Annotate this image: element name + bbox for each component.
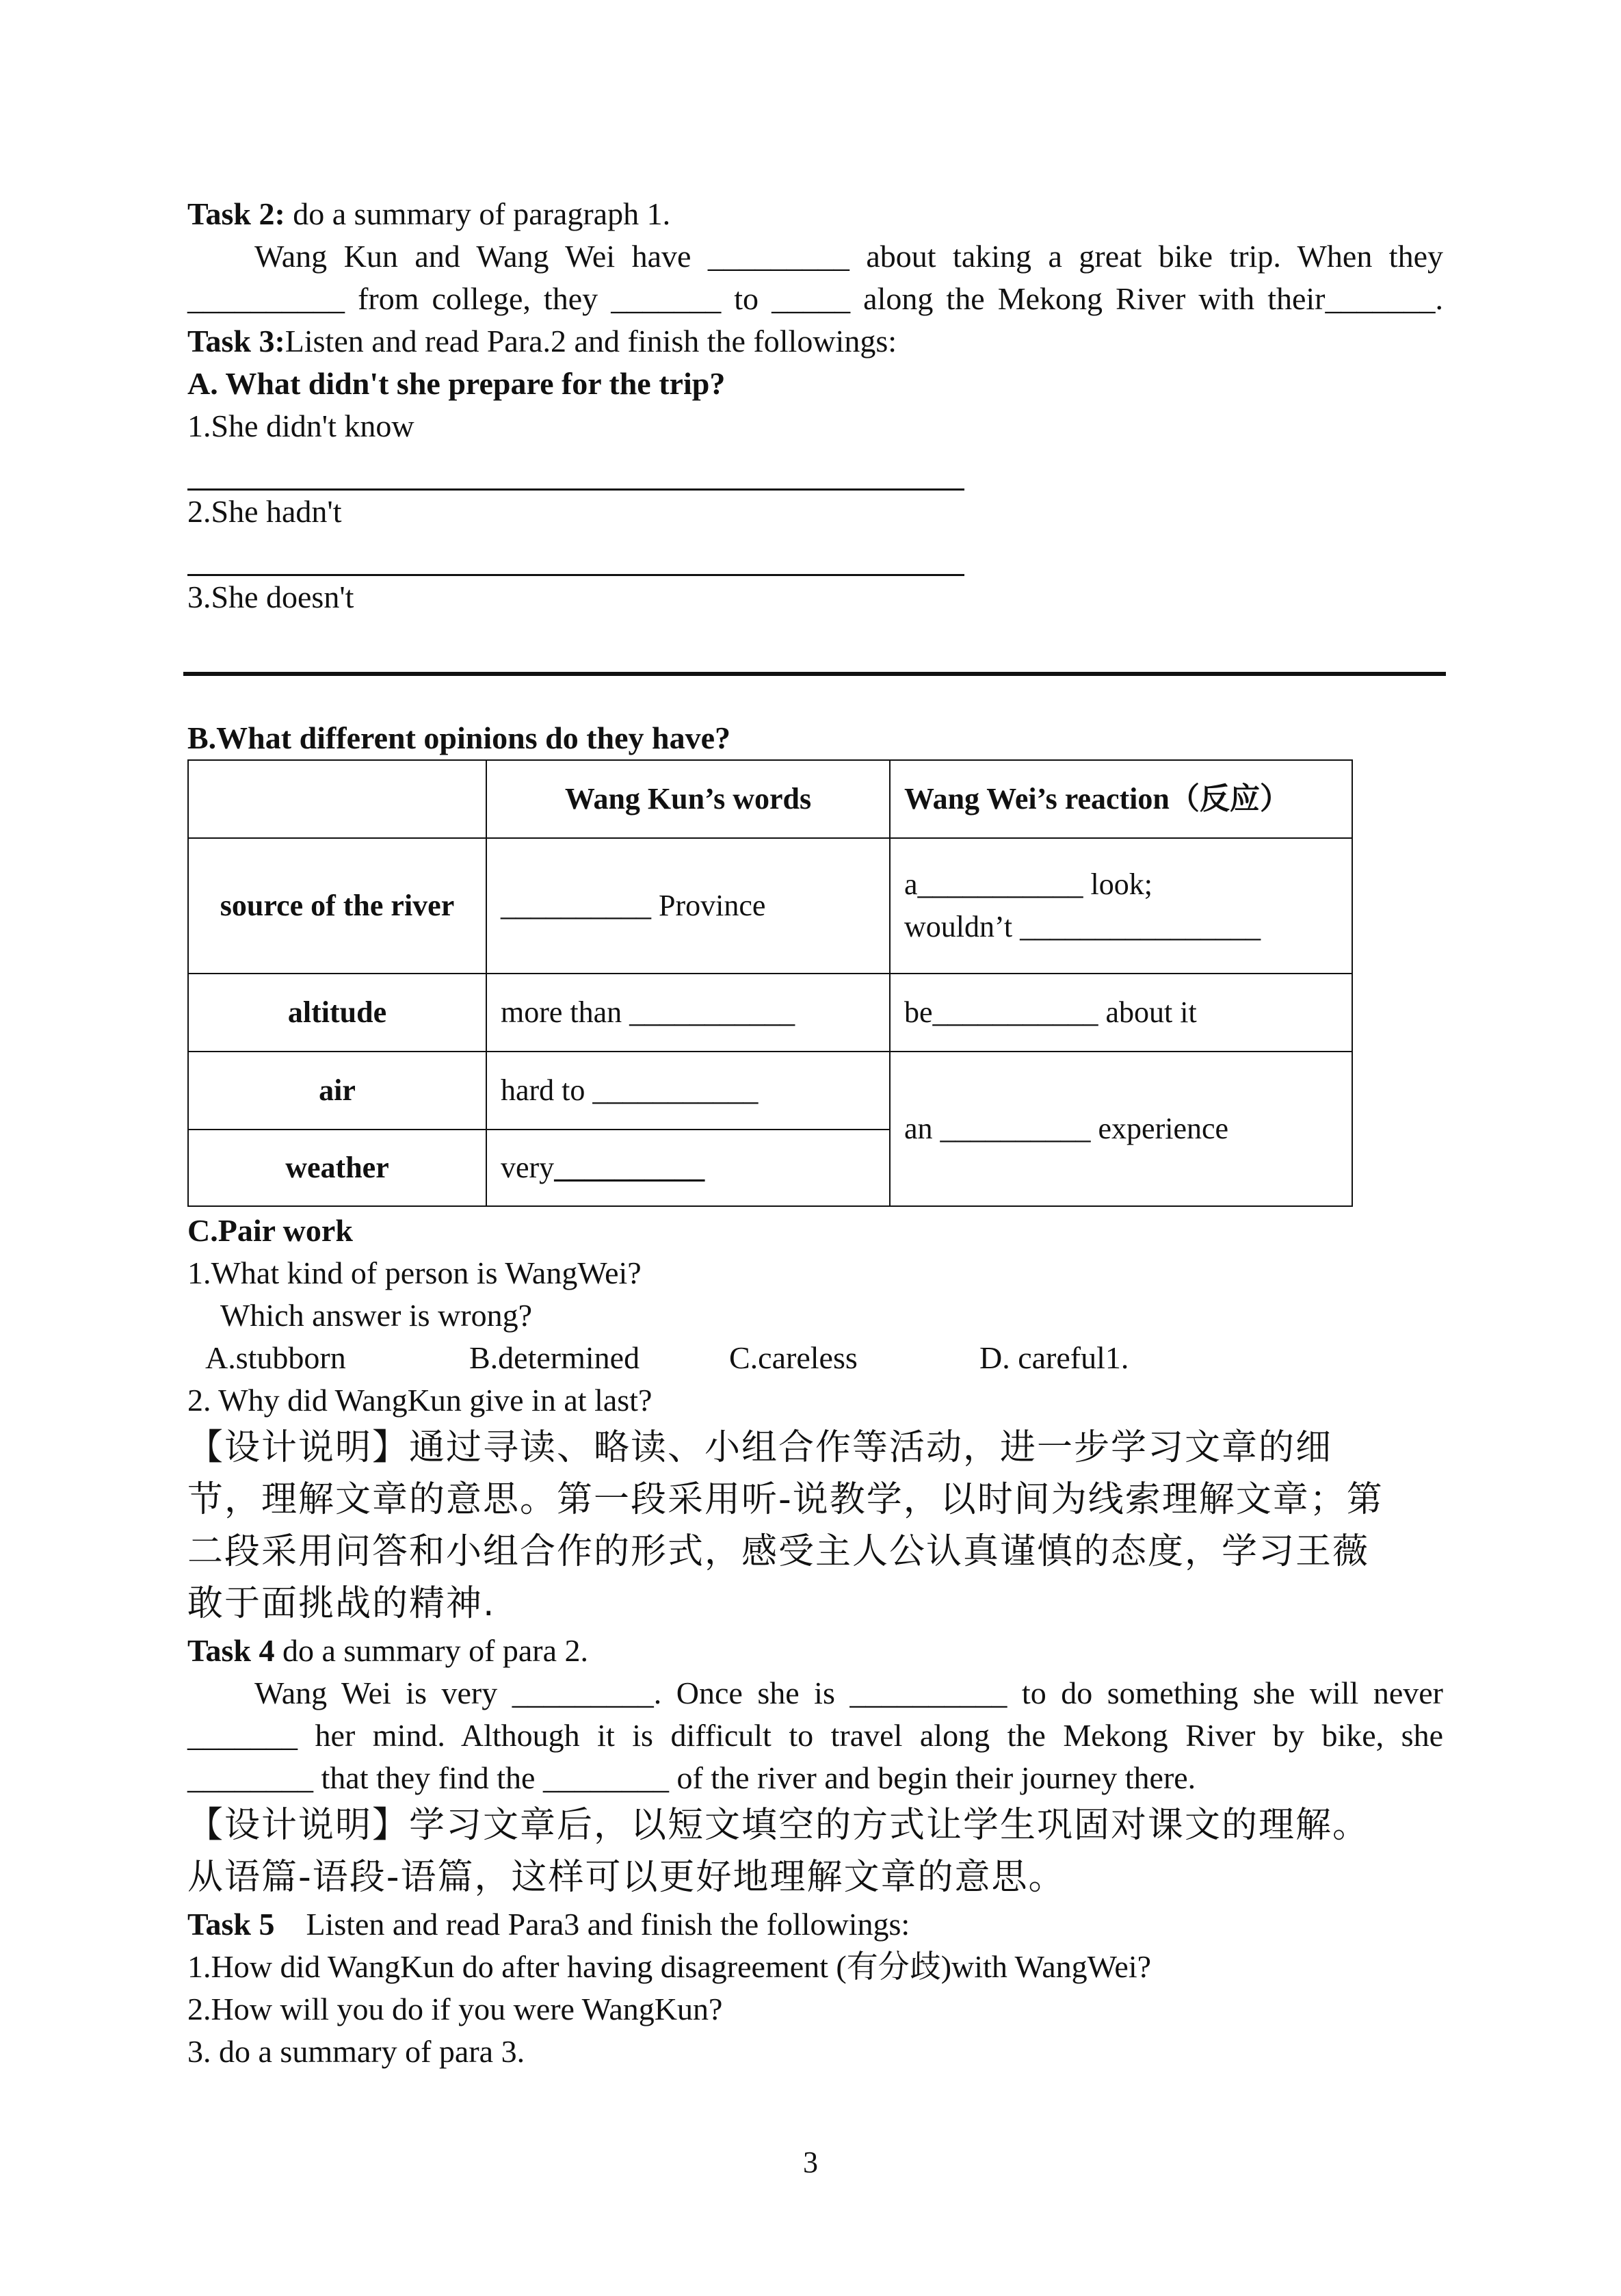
reaction-source[interactable]: a___________ look; wouldn’t ________________ xyxy=(890,838,1352,974)
design-note-1: 【设计说明】通过寻读、略读、小组合作等活动，进一步学习文章的细 节，理解文章的意思。第一段采用听-说教学，以时间为线索理解文章；第 二段采用问答和小组合作的形式，感受主人公认真谨慎的态度，学习王薇 敢于面挑战的精神. xyxy=(187,1427,1384,1624)
task3-part-b: B.What different opinions do they have? xyxy=(187,720,731,755)
task4-heading: Task 4 do a summary of para 2. xyxy=(187,1633,589,1668)
topic-altitude: altitude xyxy=(188,974,486,1052)
task5-question-3: 3. do a summary of para 3. xyxy=(187,2034,525,2069)
option-d[interactable]: D. careful1. xyxy=(979,1340,1129,1375)
words-source[interactable]: __________ Province xyxy=(486,838,890,974)
option-b[interactable]: B.determined xyxy=(469,1340,640,1375)
task2-summary-line2: __________ from college, they _______ to _____ along the Mekong River with their_______. xyxy=(187,281,1443,316)
design-note-2: 【设计说明】学习文章后，以短文填空的方式让学生巩固对课文的理解。 从语篇-语段-语篇，这样可以更好地理解文章的意思。 xyxy=(187,1805,1370,1898)
pair-work-question-2: 2. Why did WangKun give in at last? xyxy=(187,1383,653,1418)
task3-heading: Task 3:Listen and read Para.2 and finish the followings: xyxy=(187,324,897,358)
topic-source: source of the river xyxy=(188,838,486,974)
task5-question-1: 1.How did WangKun do after having disagreement (有分歧)with WangWei? xyxy=(187,1949,1152,1984)
worksheet-page xyxy=(187,193,1443,618)
task3-question-1: 1.She didn't know xyxy=(187,408,414,443)
words-air[interactable]: hard to ___________ xyxy=(486,1052,890,1130)
task3-part-c: C.Pair work xyxy=(187,1213,353,1248)
answer-line-3[interactable] xyxy=(183,672,1446,676)
task3-part-a: A. What didn't she prepare for the trip? xyxy=(187,366,726,401)
task5-heading: Task 5 Listen and read Para3 and finish the followings: xyxy=(187,1907,910,1942)
topic-weather: weather xyxy=(188,1130,486,1206)
opinions-table xyxy=(187,759,1353,1207)
task2-summary-line1: Wang Kun and Wang Wei have _________ about taking a great bike trip. When they xyxy=(254,239,1443,274)
table-row xyxy=(188,838,1352,974)
option-a[interactable]: A.stubborn xyxy=(205,1340,346,1375)
topic-air: air xyxy=(188,1052,486,1130)
task3-question-3: 3.She doesn't xyxy=(187,579,354,614)
option-c[interactable]: C.careless xyxy=(729,1340,858,1375)
table-row xyxy=(188,974,1352,1052)
reaction-altitude[interactable]: be___________ about it xyxy=(890,974,1352,1052)
task3-question-2: 2.She hadn't xyxy=(187,494,342,529)
pair-work-question-1b: Which answer is wrong? xyxy=(220,1298,533,1333)
answer-line-2[interactable] xyxy=(187,533,964,576)
words-altitude[interactable]: more than ___________ xyxy=(486,974,890,1052)
words-weather[interactable]: very__________ xyxy=(486,1130,890,1206)
task4-summary-line2: _______ her mind. Although it is difficult to travel along the Mekong River by bike, she xyxy=(187,1718,1443,1753)
pair-work-question-1: 1.What kind of person is WangWei? xyxy=(187,1255,642,1290)
header-wang-kun-words: Wang Kun’s words xyxy=(486,760,890,838)
task4-summary-line1: Wang Wei is very _________. Once she is __________ to do something she will never xyxy=(254,1675,1443,1710)
page-number: 3 xyxy=(803,2145,818,2179)
table-header-row xyxy=(188,760,1352,838)
task4-summary-line3: ________ that they find the ________ of the river and begin their journey there. xyxy=(187,1760,1196,1795)
task5-question-2: 2.How will you do if you were WangKun? xyxy=(187,1992,723,2026)
lower-section xyxy=(187,1210,1443,2073)
answer-line-1[interactable] xyxy=(187,447,964,491)
reaction-air-weather[interactable]: an __________ experience xyxy=(890,1052,1352,1206)
table-row xyxy=(188,1052,1352,1130)
answer-options xyxy=(187,1337,1443,1379)
task2-heading: Task 2: do a summary of paragraph 1. xyxy=(187,196,671,231)
table-header-empty xyxy=(188,760,486,838)
header-wang-wei-reaction: Wang Wei’s reaction（反应） xyxy=(890,760,1352,838)
